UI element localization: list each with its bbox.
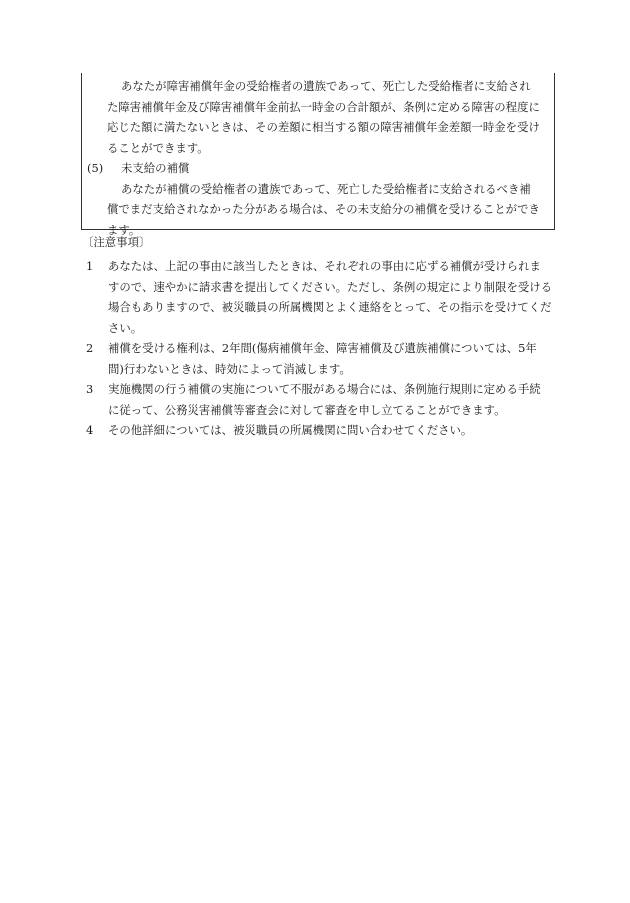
section-title: 未支給の補償 bbox=[121, 161, 190, 175]
text-line: ます。 bbox=[107, 222, 141, 237]
notes-heading: 〔注意事項〕 bbox=[82, 235, 151, 249]
text-line: さい。 bbox=[108, 320, 143, 335]
paragraph-difference-lump-sum bbox=[107, 76, 549, 158]
text-line: 補償を受ける権利は、2年間(傷病補償年金、障害補償及び遺族補償については、5年 bbox=[108, 341, 537, 355]
notes-list bbox=[86, 256, 552, 441]
text-line: ることができます。 bbox=[107, 140, 209, 155]
note-text bbox=[108, 338, 552, 379]
text-line: あなたが障害補償年金の受給権者の遺族であって、死亡した受給権者に支給され bbox=[121, 79, 531, 93]
text-line: た障害補償年金及び障害補償年金前払一時金の合計額が、条例に定める障害の程度に bbox=[107, 99, 540, 114]
text-line: その他詳細については、被災職員の所属機関に問い合わせてください。 bbox=[108, 423, 473, 437]
note-item bbox=[86, 338, 552, 379]
section-heading-unpaid bbox=[87, 158, 529, 179]
note-text bbox=[108, 256, 552, 338]
text-line: あなたが補償の受給権者の遺族であって、死亡した受給権者に支給されるべき補 bbox=[121, 181, 531, 196]
note-item bbox=[86, 379, 552, 420]
text-line: 償でまだ支給されなかった分がある場合は、その未支給分の補償を受けることができ bbox=[107, 202, 540, 216]
note-number: 1 bbox=[86, 259, 94, 273]
box-content bbox=[87, 76, 549, 240]
note-number: 2 bbox=[86, 341, 94, 355]
note-number: 3 bbox=[86, 382, 94, 396]
text-line: 応じた額に満たないときは、その差額に相当する額の障害補償年金差額一時金を受け bbox=[107, 120, 540, 134]
paragraph-unpaid-compensation bbox=[107, 179, 549, 241]
section-number: (5) bbox=[87, 161, 104, 175]
note-text bbox=[108, 379, 552, 420]
text-line: 実施機関の行う補償の実施について不服がある場合には、条例施行規則に定める手続 bbox=[108, 382, 541, 396]
text-line: に従って、公務災害補償等審査会に対して審査を申し立てることができます。 bbox=[108, 402, 506, 417]
note-text bbox=[108, 420, 552, 441]
note-number: 4 bbox=[86, 423, 94, 437]
text-line: あなたは、上記の事由に該当したときは、それぞれの事由に応ずる補償が受けられま bbox=[108, 259, 541, 273]
note-item bbox=[86, 420, 552, 441]
text-line: すので、速やかに請求書を提出してください。ただし、条例の規定により制限を受ける bbox=[108, 279, 553, 294]
text-line: 場合もありますので、被災職員の所属機関とよく連絡をとって、その指示を受けてくだ bbox=[108, 300, 552, 314]
text-line: 間)行わないときは、時効によって消滅します。 bbox=[108, 361, 351, 376]
note-item bbox=[86, 256, 552, 338]
